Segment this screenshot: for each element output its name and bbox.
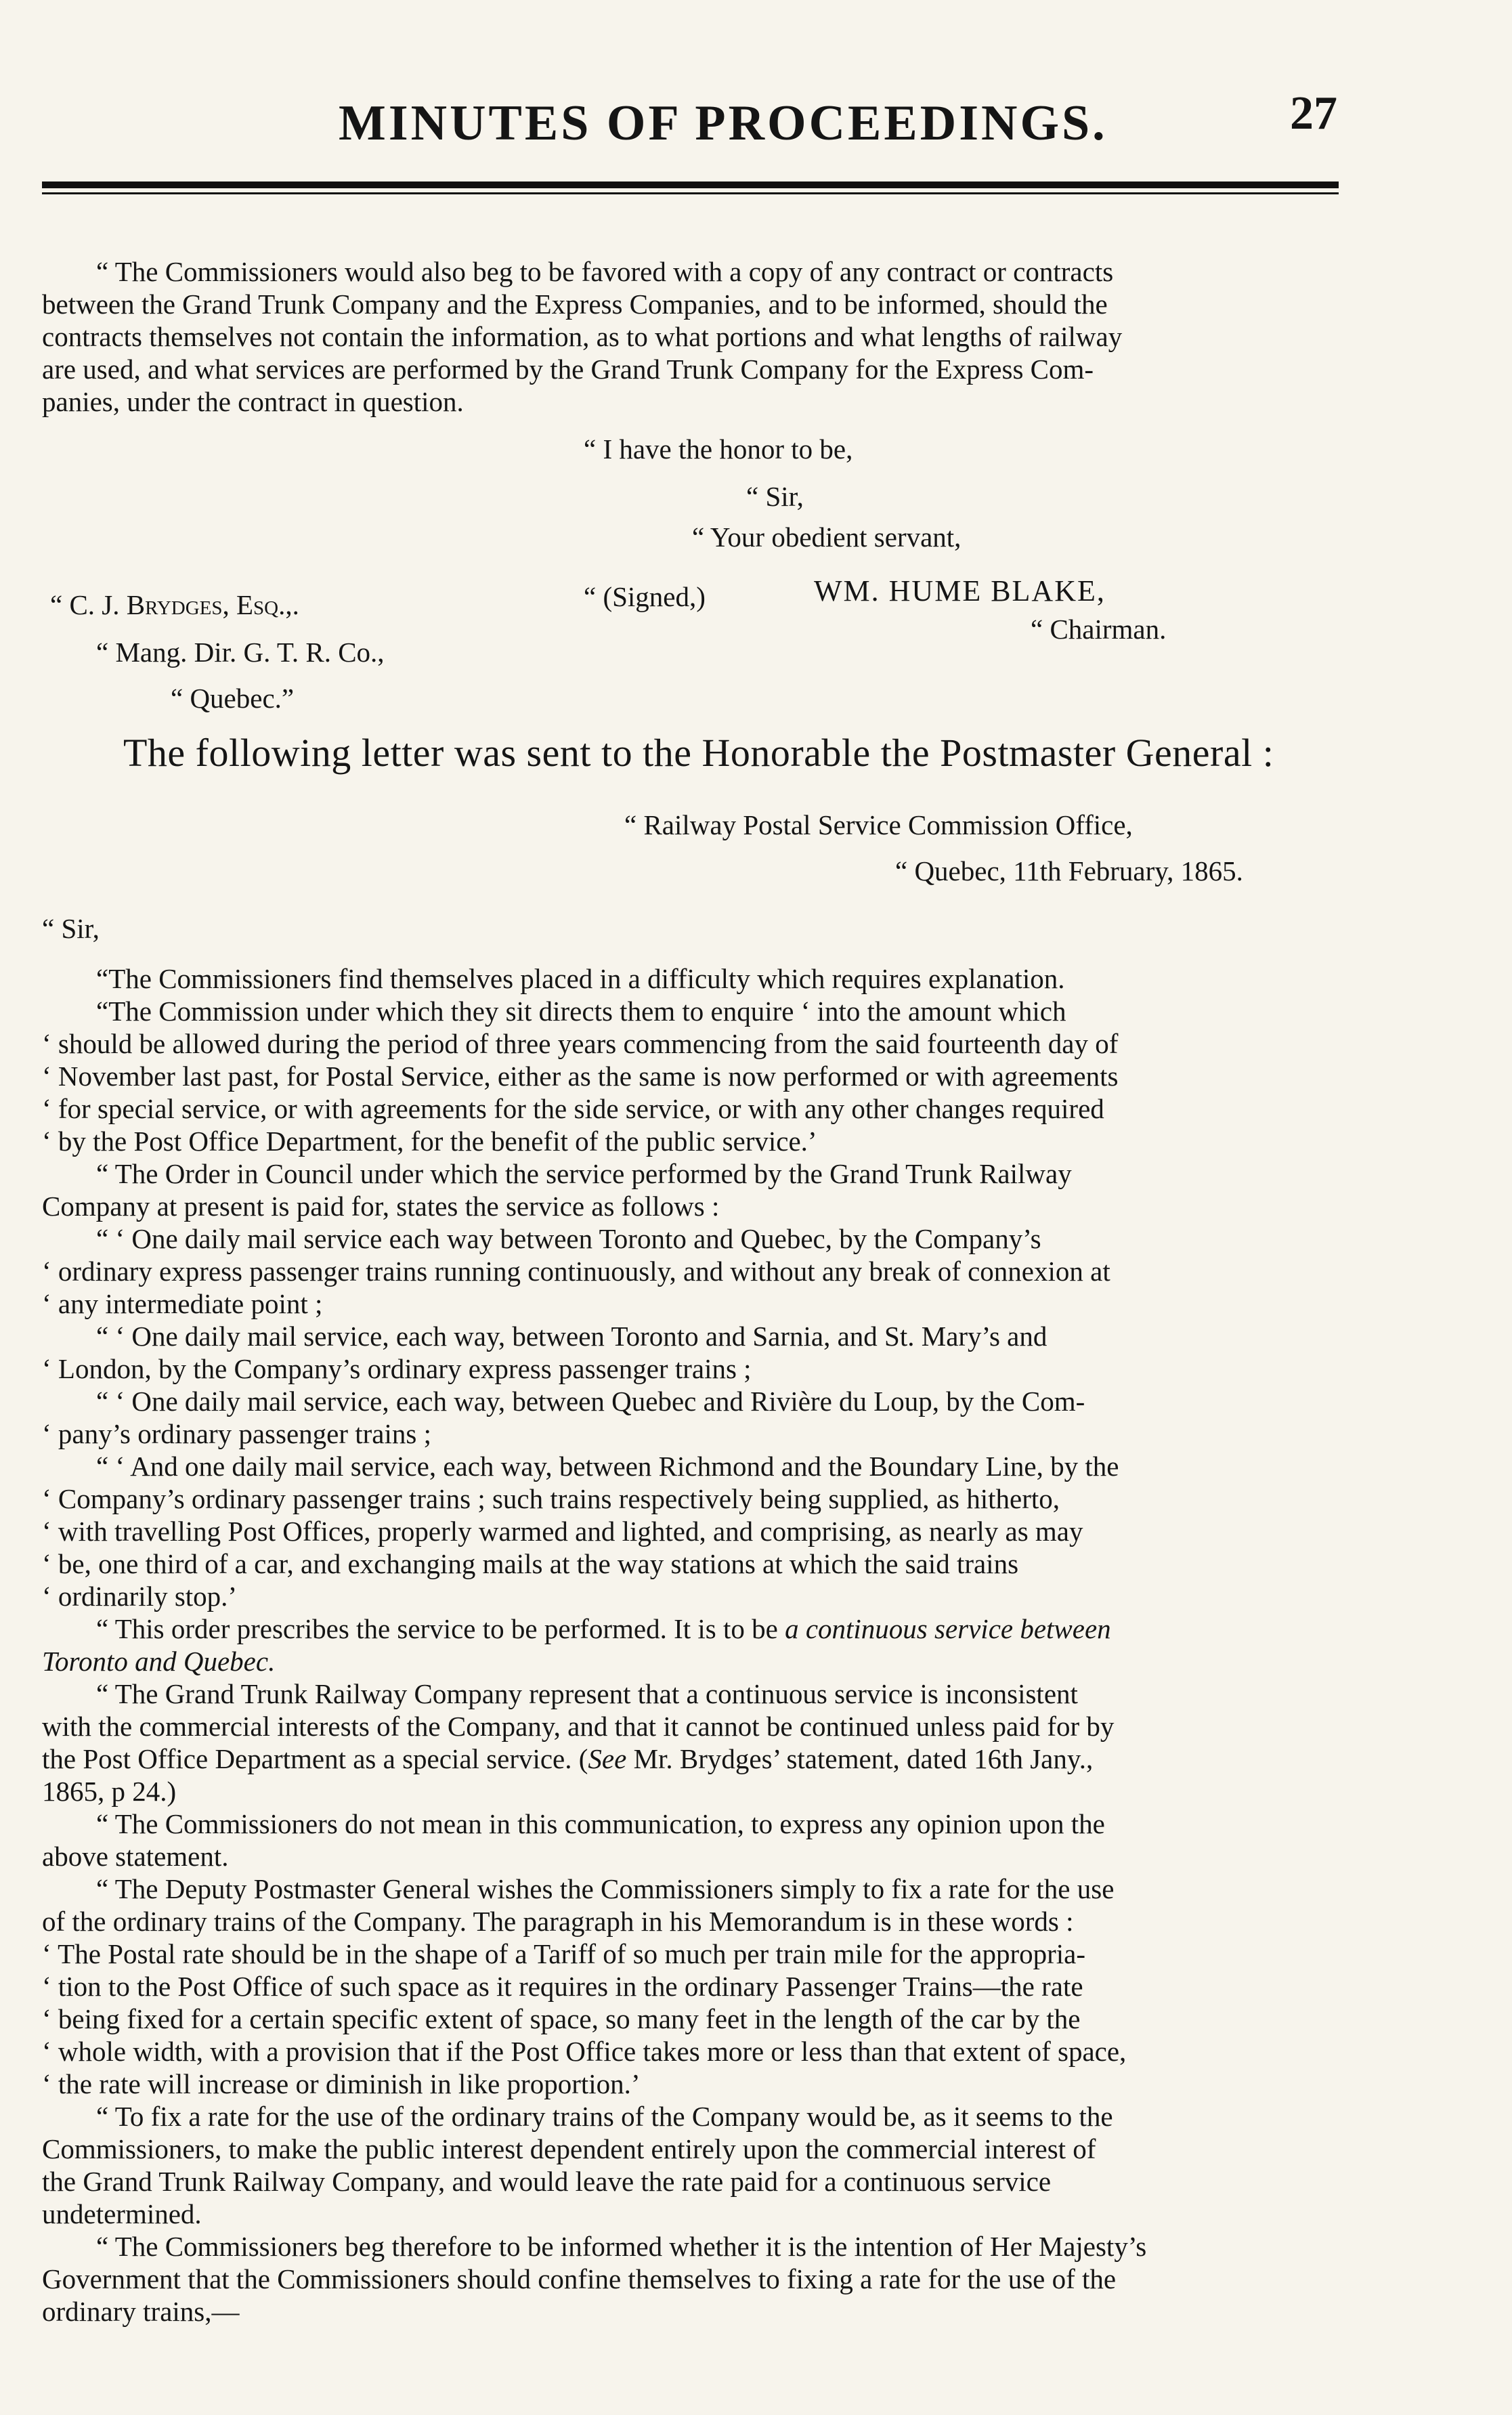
paragraph-line: “ The Commissioners would also beg to be favored with a copy of any contract or contracts: [96, 256, 1114, 287]
body-line: ‘ pany’s ordinary passenger trains ;: [42, 1418, 431, 1449]
body-line: ordinary trains,—: [42, 2296, 240, 2327]
paragraph-line: contracts themselves not contain the information, as to what portions and what lengths of railway: [42, 321, 1123, 352]
running-title: MINUTES OF PROCEEDINGS.: [339, 95, 1108, 151]
body-line: ‘ being fixed for a certain specific extent of space, so many feet in the length of the car by the: [42, 2003, 1081, 2034]
closing-honor: “ I have the honor to be,: [584, 433, 853, 465]
body-line: with the commercial interests of the Company, and that it cannot be continued unless paid for by: [42, 1711, 1115, 1742]
paragraph-line: are used, and what services are performed by the Grand Trunk Company for the Express Com-: [42, 354, 1094, 385]
body-line: “ ‘ One daily mail service, each way, between Toronto and Sarnia, and St. Mary’s and: [96, 1321, 1047, 1352]
body-line: above statement.: [42, 1841, 229, 1872]
body-line: ‘ for special service, or with agreements for the side service, or with any other changes required: [42, 1093, 1104, 1124]
header-rule-thin: [42, 192, 1339, 194]
body-line: ‘ by the Post Office Department, for the benefit of the public service.’: [42, 1126, 817, 1157]
body-line: “ ‘ One daily mail service each way between Toronto and Quebec, by the Company’s: [96, 1223, 1041, 1254]
body-line: “ The Grand Trunk Railway Company represent that a continuous service is inconsistent: [96, 1678, 1078, 1709]
signed-mark: “ (Signed,): [584, 581, 706, 612]
letter-date: “ Quebec, 11th February, 1865.: [895, 855, 1243, 886]
paragraph-line: panies, under the contract in question.: [42, 386, 464, 417]
emphasis-text: a continuous service between: [785, 1613, 1111, 1644]
see-text: See: [588, 1743, 627, 1774]
page-number: 27: [1290, 87, 1337, 140]
addressee-position: “ Mang. Dir. G. T. R. Co.,: [96, 637, 385, 668]
body-line: “ ‘ And one daily mail service, each way, between Richmond and the Boundary Line, by the: [96, 1451, 1119, 1482]
body-line: the Grand Trunk Railway Company, and would leave the rate paid for a continuous service: [42, 2166, 1052, 2197]
salutation: “ Sir,: [42, 913, 100, 944]
body-line: of the ordinary trains of the Company. The paragraph in his Memorandum is in these words :: [42, 1906, 1074, 1937]
body-line: ‘ The Postal rate should be in the shape of a Tariff of so much per train mile for the appropria-: [42, 1938, 1086, 1969]
body-line: undetermined.: [42, 2198, 202, 2229]
body-line: “The Commission under which they sit directs them to enquire ‘ into the amount which: [96, 996, 1066, 1027]
body-line: ‘ ordinary express passenger trains running continuously, and without any break of connexion at: [42, 1256, 1110, 1287]
addressee-name-text: “ C. J. Brydges, Esq.,.: [50, 589, 299, 620]
signer-title: “ Chairman.: [1031, 614, 1167, 645]
body-line-mixed: [96, 1613, 1111, 1644]
body-line: ‘ November last past, for Postal Service, either as the same is now performed or with agreements: [42, 1061, 1119, 1092]
addressee-name: [50, 589, 299, 620]
body-line: ‘ ordinarily stop.’: [42, 1581, 238, 1612]
body-line: “ To fix a rate for the use of the ordinary trains of the Company would be, as it seems to the: [96, 2101, 1113, 2132]
body-text: the Post Office Department as a special service. (: [42, 1743, 588, 1774]
header-rule-thick: [42, 181, 1339, 188]
body-line: ‘ should be allowed during the period of three years commencing from the said fourteenth day of: [42, 1028, 1119, 1059]
body-line: “ The Deputy Postmaster General wishes the Commissioners simply to fix a rate for the use: [96, 1873, 1115, 1904]
body-line: “ The Commissioners do not mean in this communication, to express any opinion upon the: [96, 1808, 1105, 1839]
body-line: “ The Commissioners beg therefore to be informed whether it is the intention of Her Majesty’s: [96, 2231, 1147, 2262]
body-line: Commissioners, to make the public interest dependent entirely upon the commercial interest of: [42, 2133, 1096, 2164]
body-line: ‘ with travelling Post Offices, properly warmed and lighted, and comprising, as nearly as may: [42, 1516, 1083, 1547]
body-text: Mr. Brydges’ statement, dated 16th Jany.,: [626, 1743, 1094, 1774]
body-line-mixed: [42, 1743, 1093, 1774]
body-line: “ ‘ One daily mail service, each way, between Quebec and Rivière du Loup, by the Com-: [96, 1386, 1085, 1417]
body-line: Toronto and Quebec.: [42, 1646, 276, 1677]
paragraph-line: between the Grand Trunk Company and the Express Companies, and to be informed, should the: [42, 288, 1108, 320]
addressee-place: “ Quebec.”: [171, 683, 295, 714]
body-line: Company at present is paid for, states the service as follows :: [42, 1191, 720, 1222]
body-line: ‘ be, one third of a car, and exchanging mails at the way stations at which the said trains: [42, 1548, 1019, 1579]
closing-sir: “ Sir,: [746, 481, 804, 512]
body-line: Government that the Commissioners should confine themselves to fixing a rate for the use of the: [42, 2263, 1117, 2294]
body-line: ‘ any intermediate point ;: [42, 1288, 323, 1319]
intro-heading: The following letter was sent to the Honorable the Postmaster General :: [123, 731, 1274, 775]
body-line: ‘ whole width, with a provision that if the Post Office takes more or less than that extent of space,: [42, 2036, 1127, 2067]
body-line: ‘ London, by the Company’s ordinary express passenger trains ;: [42, 1353, 752, 1384]
letter-office: “ Railway Postal Service Commission Office,: [624, 809, 1133, 840]
body-line: ‘ Company’s ordinary passenger trains ; such trains respectively being supplied, as hitherto,: [42, 1483, 1060, 1514]
body-text: “ This order prescribes the service to be performed. It is to be: [96, 1613, 778, 1644]
body-line: “The Commissioners find themselves placed in a difficulty which requires explanation.: [96, 963, 1065, 994]
body-line: ‘ the rate will increase or diminish in like proportion.’: [42, 2068, 641, 2099]
body-line: “ The Order in Council under which the service performed by the Grand Trunk Railway: [96, 1158, 1072, 1189]
body-line: ‘ tion to the Post Office of such space as it requires in the ordinary Passenger Trains—the rate: [42, 1971, 1083, 2002]
signer-name: WM. HUME BLAKE,: [814, 574, 1106, 607]
body-line: 1865, p 24.): [42, 1776, 177, 1807]
closing-servant: “ Your obedient servant,: [692, 521, 962, 553]
